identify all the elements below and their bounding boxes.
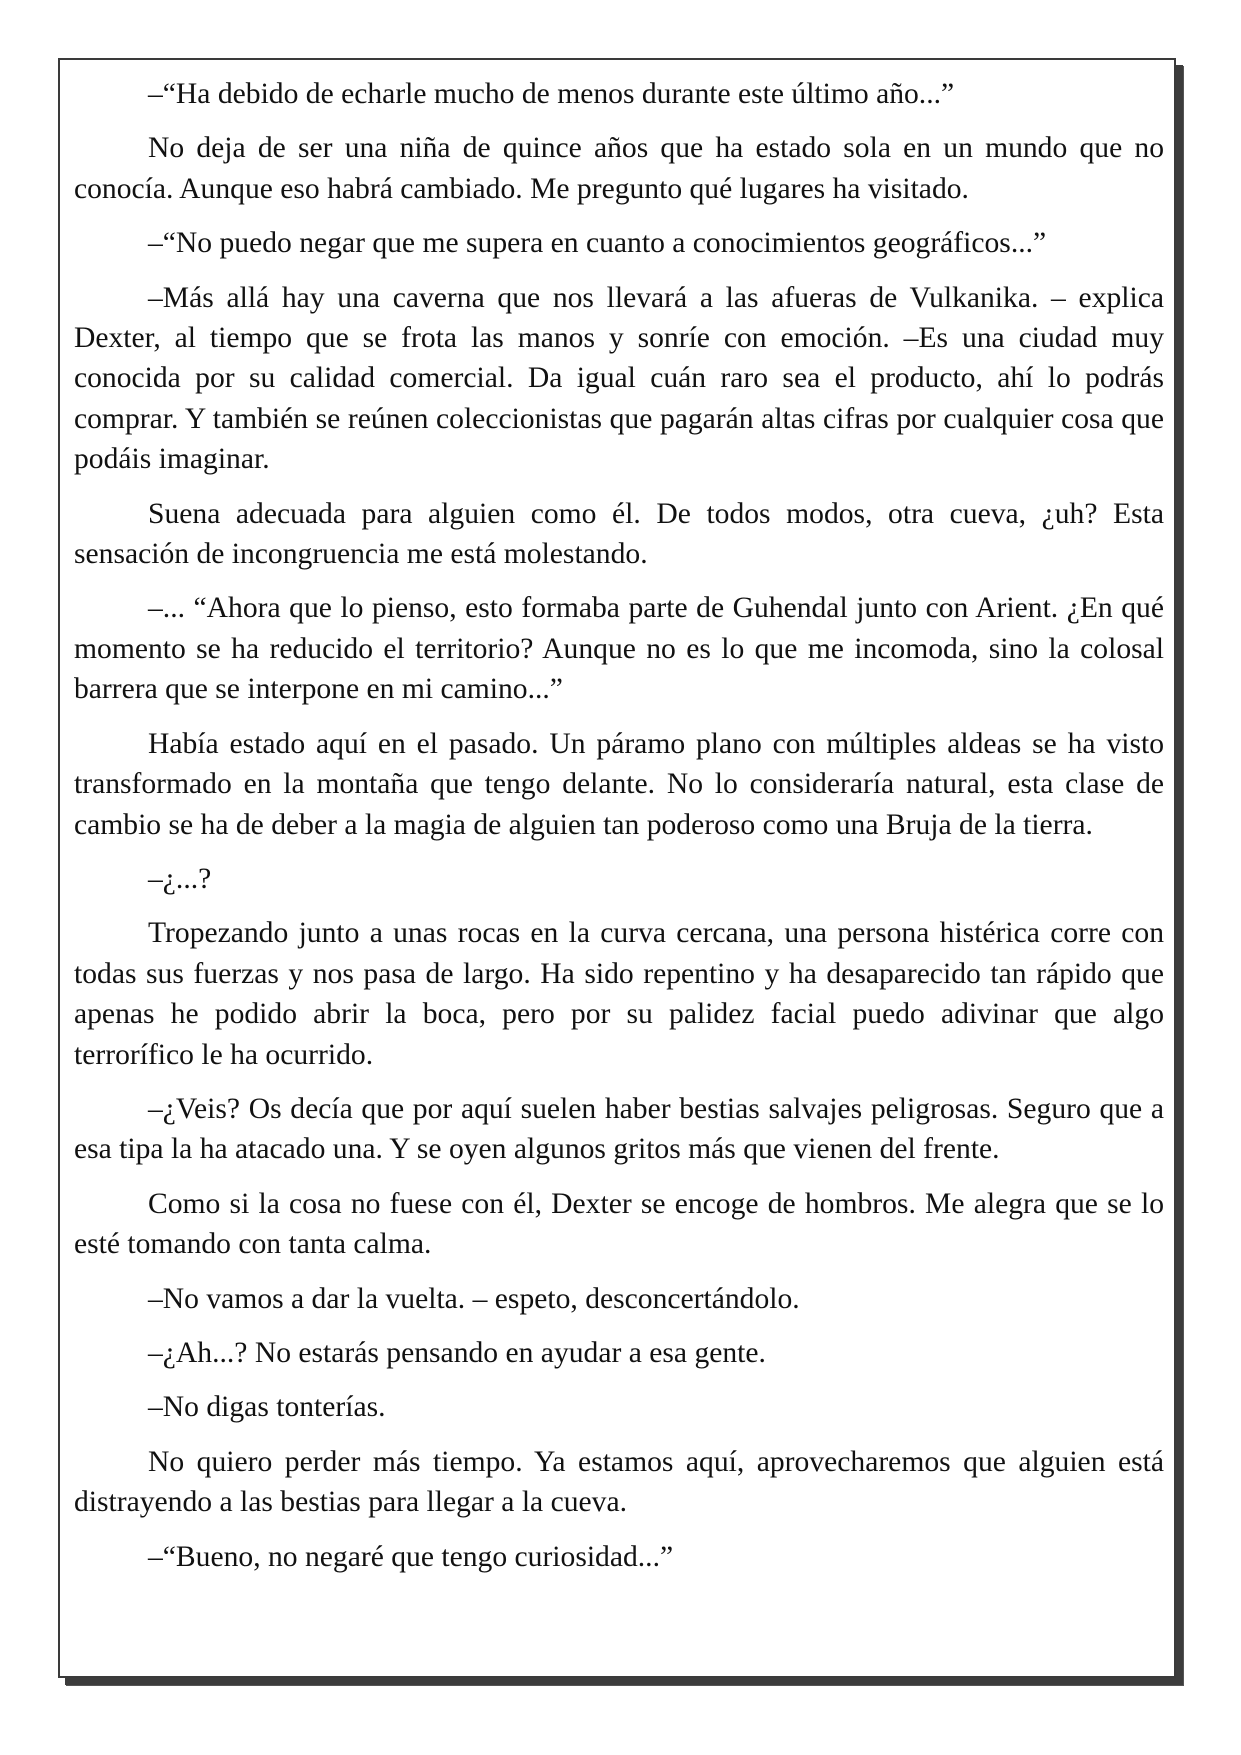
paragraph: –“No puedo negar que me supera en cuanto a conocimientos geográficos...” (148, 227, 1047, 260)
paragraph: –¿Ah...? No estarás pensando en ayudar a esa gente. (148, 1336, 766, 1369)
paragraph: –“Bueno, no negaré que tengo curiosidad...” (148, 1540, 674, 1573)
paragraph: No quiero perder más tiempo. Ya estamos aquí, aprovecharemos que alguien está distrayendo a las bestias para llegar a la cueva. (74, 1445, 1164, 1519)
paragraph: –No vamos a dar la vuelta. – espeto, desconcertándolo. (148, 1282, 800, 1315)
paragraph: Había estado aquí en el pasado. Un páramo plano con múltiples aldeas se ha visto transformado en la montaña que tengo delante. No lo consideraría natural, esta clase de cambio se ha de deber a la magia de alguien tan poderoso como una Bruja de la tierra. (74, 727, 1164, 841)
paragraph: –“Ha debido de echarle mucho de menos durante este último año...” (148, 78, 955, 110)
document-body (74, 74, 1164, 1591)
paragraph: –Más allá hay una caverna que nos llevará a las afueras de Vulkanika. – explica Dexter, al tiempo que se frota las manos y sonríe con emoción. –Es una ciudad muy conocida por su calidad comercial. Da igual cuán raro sea el producto, ahí lo podrás comprar. Y también se reúnen coleccionistas que pagarán altas cifras por cualquier cosa que podáis imaginar. (74, 281, 1164, 476)
paragraph: Suena adecuada para alguien como él. De todos modos, otra cueva, ¿uh? Esta sensación de incongruencia me está molestando. (74, 497, 1164, 571)
paragraph: Como si la cosa no fuese con él, Dexter se encoge de hombros. Me alegra que se lo esté tomando con tanta calma. (74, 1187, 1164, 1261)
paragraph: No deja de ser una niña de quince años que ha estado sola en un mundo que no conocía. Aunque eso habrá cambiado. Me pregunto qué lugares ha visitado. (74, 132, 1164, 205)
paragraph: –No digas tonterías. (148, 1391, 386, 1424)
paragraph: Tropezando junto a unas rocas en la curva cercana, una persona histérica corre con todas sus fuerzas y nos pasa de largo. Ha sido repentino y ha desaparecido tan rápido que apenas he podido abrir la boca, pero por su palidez facial puedo adivinar que algo terrorífico le ha ocurrido. (74, 917, 1164, 1071)
paragraph: –¿...? (148, 862, 212, 895)
paragraph: –¿Veis? Os decía que por aquí suelen haber bestias salvajes peligrosas. Seguro que a esa tipa la ha atacado una. Y se oyen algunos gritos más que vienen del frente. (74, 1092, 1164, 1166)
paragraph: –... “Ahora que lo pienso, esto formaba parte de Guhendal junto con Arient. ¿En qué momento se ha reducido el territorio? Aunque no es lo que me incomoda, sino la colosal barrera que se interpone en mi camino...” (74, 592, 1164, 706)
